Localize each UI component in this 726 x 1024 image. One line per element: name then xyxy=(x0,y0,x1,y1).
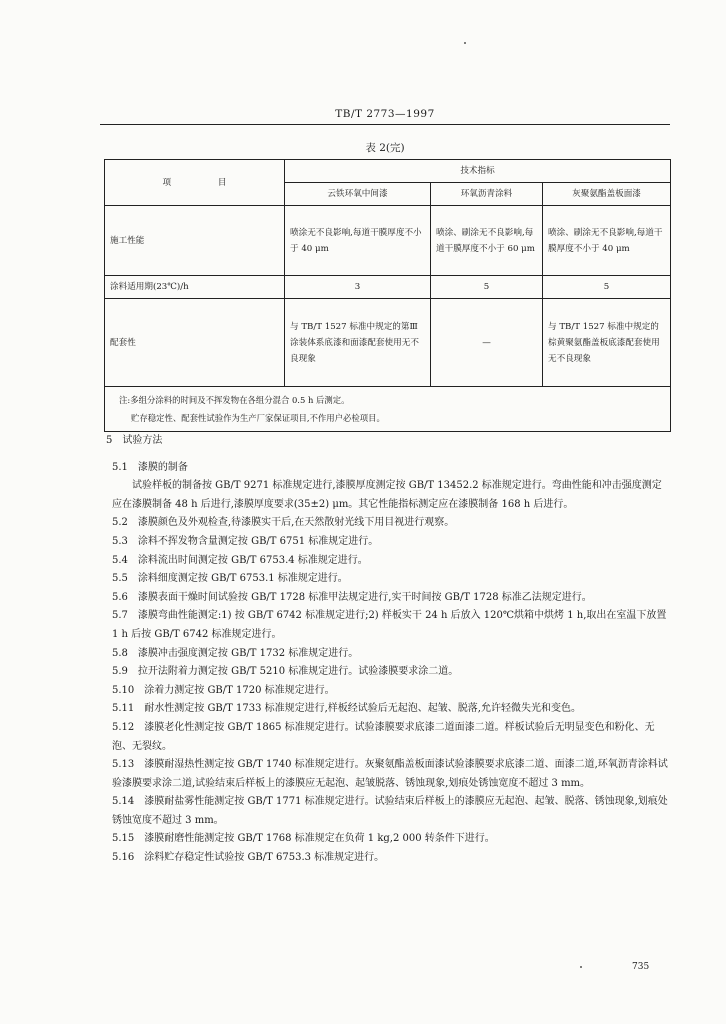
clause-text: 漆膜耐湿热性测定按 GB/T 1740 标准规定进行。灰聚氨酯盖板面漆试验漆膜要求底漆二道、面漆二道,环氧沥青涂料试验漆膜要求涂二道,试验结束后样板上的漆膜应无起泡、起皱脱落、锈蚀现象,划痕处锈蚀宽度不超过 3 mm。 xyxy=(112,759,668,789)
table-cell: 喷涂、刷涂无不良影响,每道干膜厚度不小于 60 μm xyxy=(431,206,543,276)
clause xyxy=(112,849,670,868)
clause-text: 涂料不挥发物含量测定按 GB/T 6751 标准规定进行。 xyxy=(137,535,379,547)
note-line: 注:多组分涂料的时间及不挥发物在各组分混合 0.5 h 后测定。 xyxy=(119,395,350,405)
clause-number: 5.4 xyxy=(112,554,128,566)
clause-text: 漆膜冲击强度测定按 GB/T 1732 标准规定进行。 xyxy=(137,647,359,659)
clause-number: 5.1 xyxy=(112,461,128,473)
clause-text: 漆膜老化性测定按 GB/T 1865 标准规定进行。试验漆膜要求底漆二道面漆二道。样板试验后无明显变色和粉化、无泡、无裂纹。 xyxy=(112,721,655,752)
clause xyxy=(112,645,670,664)
table-cell: — xyxy=(431,299,543,387)
clause-text: 涂料贮存稳定性试验按 GB/T 6753.3 标准规定进行。 xyxy=(144,852,385,864)
clause-list xyxy=(112,459,670,868)
row-item: 配套性 xyxy=(105,299,285,387)
clause-text: 试验样板的制备按 GB/T 9271 标准规定进行,漆膜厚度测定按 GB/T 13452.2 标准规定进行。弯曲性能和冲击强度测定应在漆膜制备 48 h 后进行,漆膜厚度要求(35±2) μm。其它性能指标测定应在漆膜制备 168 h 后进行。 xyxy=(112,480,662,510)
clause-text: 涂料细度测定按 GB/T 6753.1 标准规定进行。 xyxy=(137,573,348,585)
clause xyxy=(112,830,670,849)
clause-number: 5.12 xyxy=(112,721,135,733)
clause-text: 漆膜耐磨性能测定按 GB/T 1768 标准规定在负荷 1 kg,2 000 转条件下进行。 xyxy=(144,833,495,845)
clause-text: 漆膜表面干燥时间试验按 GB/T 1728 标准甲法规定进行,实干时间按 GB/T 1728 标准乙法规定进行。 xyxy=(137,591,592,603)
clause-text: 耐水性测定按 GB/T 1733 标准规定进行,样板经试验后无起泡、起皱、脱落,允许轻微失光和变色。 xyxy=(144,703,581,715)
clause-text: 涂着力测定按 GB/T 1720 标准规定进行。 xyxy=(144,684,335,696)
scan-speck xyxy=(464,42,466,44)
clause-text: 漆膜的制备 xyxy=(137,461,188,473)
clause-number: 5.9 xyxy=(112,666,128,678)
header-item: 项 目 xyxy=(105,160,285,206)
row-item: 施工性能 xyxy=(105,206,285,276)
clause-number: 5.8 xyxy=(112,647,128,659)
column-header: 灰聚氨酯盖板面漆 xyxy=(543,183,671,206)
clause-number: 5.16 xyxy=(112,852,135,864)
clause-number: 5.11 xyxy=(112,703,135,715)
clause-text: 拉开法附着力测定按 GB/T 5210 标准规定进行。试验漆膜要求涂二道。 xyxy=(137,666,459,678)
clause xyxy=(112,589,670,608)
table-cell: 与 TB/T 1527 标准中规定的第Ⅲ涂装体系底漆和面漆配套使用无不良现象 xyxy=(285,299,431,387)
section-body xyxy=(106,432,670,868)
clause-number: 5.14 xyxy=(112,796,135,808)
table-row xyxy=(105,206,671,276)
section-heading xyxy=(106,432,670,451)
standard-code-header: TB/T 2773—1997 xyxy=(335,108,435,120)
clause xyxy=(112,700,670,719)
table-cell: 与 TB/T 1527 标准中规定的棕黄聚氨酯盖板底漆配套使用无不良现象 xyxy=(543,299,671,387)
table-notes xyxy=(105,387,671,432)
clause-number: 5.10 xyxy=(112,684,135,696)
spec-table xyxy=(104,159,671,432)
clause-number: 5.2 xyxy=(112,517,128,529)
table-row xyxy=(105,276,671,299)
clause xyxy=(112,793,670,830)
column-header: 云铁环氧中间漆 xyxy=(285,183,431,206)
header-rule xyxy=(100,124,670,125)
column-header: 环氧沥青涂料 xyxy=(431,183,543,206)
table-cell: 喷涂、刷涂无不良影响,每道干膜厚度不小于 40 μm xyxy=(543,206,671,276)
clause-number: 5.5 xyxy=(112,573,128,585)
clause-text: 漆膜耐盐雾性能测定按 GB/T 1771 标准规定进行。试验结束后样板上的漆膜应无起泡、起皱、脱落、锈蚀现象,划痕处锈蚀宽度不超过 3 mm。 xyxy=(112,796,668,826)
clause-number: 5.3 xyxy=(112,535,128,547)
table-header-row xyxy=(105,160,671,183)
clause-number: 5.15 xyxy=(112,833,135,845)
clause xyxy=(112,477,670,514)
clause xyxy=(112,552,670,571)
clause-number: 5.13 xyxy=(112,759,135,771)
clause xyxy=(112,514,670,533)
table-row xyxy=(105,299,671,387)
clause-number: 5.6 xyxy=(112,591,128,603)
section-title: 试验方法 xyxy=(122,435,163,446)
clause-text: 漆膜颜色及外观检查,待漆膜实干后,在天然散射光线下用目视进行观察。 xyxy=(137,517,455,529)
clause xyxy=(112,607,670,644)
table-notes-row xyxy=(105,387,671,432)
section-number: 5 xyxy=(106,435,113,446)
clause xyxy=(112,756,670,793)
clause xyxy=(112,570,670,589)
clause xyxy=(112,682,670,701)
clause xyxy=(112,663,670,682)
row-item: 涂料适用期(23℃)/h xyxy=(105,276,285,299)
scan-speck xyxy=(580,966,582,968)
note-line: 贮存稳定性、配套性试验作为生产厂家保证项目,不作用户必检项目。 xyxy=(131,413,385,423)
table-cell: 3 xyxy=(285,276,431,299)
table-cell: 5 xyxy=(431,276,543,299)
clause xyxy=(112,719,670,756)
clause xyxy=(112,533,670,552)
clause-text: 涂料流出时间测定按 GB/T 6753.4 标准规定进行。 xyxy=(137,554,368,566)
clause-number: 5.7 xyxy=(112,610,128,622)
clause xyxy=(112,459,670,478)
header-group: 技术指标 xyxy=(285,160,671,183)
table-cell: 喷涂无不良影响,每道干膜厚度不小于 40 μm xyxy=(285,206,431,276)
table-cell: 5 xyxy=(543,276,671,299)
page-number: 735 xyxy=(632,962,650,972)
table-caption: 表 2(完) xyxy=(365,142,405,154)
clause-text: 漆膜弯曲性能测定:1) 按 GB/T 6742 标准规定进行;2) 样板实干 24 h 后放入 120℃烘箱中烘烤 1 h,取出在室温下放置 1 h 后按 GB/T 6742 标准规定进行。 xyxy=(112,610,667,640)
